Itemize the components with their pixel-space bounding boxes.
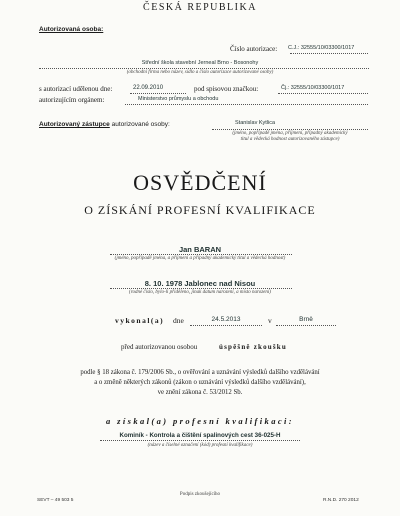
exam-result-text: úspěšně zkoušku [219, 343, 287, 351]
granted-date-value: 22.09.2010 [133, 85, 164, 91]
granted-date-label: s autorizací udělenou dne: [39, 85, 113, 93]
qualification-caption: (název a číselné označení (kód) profesní kvalifikace) [147, 443, 253, 448]
signature-caption: Podpis zkoušejícího [179, 492, 221, 497]
qualification-line [100, 440, 300, 441]
exam-date-label: dne [173, 316, 184, 325]
exam-before-text: před autorizovanou osobou [121, 343, 198, 351]
holder-name: Jan BARAN [178, 245, 222, 254]
file-number-line [278, 93, 368, 94]
authorization-number-line [290, 53, 368, 54]
authority-line [125, 104, 368, 105]
exam-place-label: v [268, 316, 272, 325]
granted-date-line [130, 93, 186, 94]
representative-caption-1: (jméno, popřípadě jména, příjmení, případný akademický [232, 131, 348, 136]
representative-caption-2: titul a vědecká hodnost autorizovaného zástupce) [240, 137, 340, 142]
qualification-value: Kominík - Kontrola a čištění spalinových cest 36-025-H [119, 432, 281, 439]
holder-name-caption: (jméno, popřípadě jména, a příjmení a případný akademický titul a vědecká hodnost) [114, 256, 286, 261]
holder-birth: 8. 10. 1978 Jablonec nad Nisou [144, 279, 256, 288]
exam-place-line [276, 325, 336, 326]
holder-birth-caption: (rodné číslo, bylo-li přiděleno, jinak datum narození, a místo narození) [129, 290, 271, 295]
holder-name-line [110, 254, 292, 255]
representative-label-bold: Autorizovaný zástupce [39, 121, 110, 128]
legal-line-2: a o změně některých zákonů (zákon o uznávání výsledků dalšího vzdělávání), [94, 379, 306, 386]
exam-label: vykonal(a) [115, 316, 165, 325]
authorization-number-value: C.J.: 32555/10/03300/1017 [288, 45, 355, 51]
authorized-person-name-value: Střední škola stavební Jerneal Brno - Bosonohy [141, 60, 259, 66]
authority-value: Ministerstvo průmyslu a obchodu [138, 96, 219, 102]
representative-name-line [212, 129, 368, 130]
file-number-label: pod spisovou značkou: [194, 85, 259, 93]
print-code: SEVT – 49 503 5 [37, 498, 74, 503]
legal-line-3: ve znění zákona č. 53/2012 Sb. [157, 389, 243, 396]
file-number-value: Čj.: 32555/10/03300/1017 [281, 85, 345, 91]
representative-label [39, 121, 170, 128]
holder-birth-line [110, 288, 292, 289]
representative-name-value: Stanislav Kytlica [235, 120, 276, 126]
qualification-heading: a získal(a) profesní kvalifikaci: [105, 416, 295, 426]
authority-label: autorizujícím orgánem: [39, 96, 105, 104]
certificate-subtitle: O ZÍSKÁNÍ PROFESNÍ KVALIFIKACE [84, 203, 316, 217]
legal-line-1: podle § 18 zákona č. 179/2006 Sb., o ověřování a uznávání výsledků dalšího vzdělávání [80, 369, 320, 376]
authorized-person-name-line [39, 68, 369, 69]
representative-label-rest: autorizované osoby: [109, 121, 170, 128]
exam-place-value: Brně [299, 316, 313, 323]
country-header: ČESKÁ REPUBLIKA [143, 2, 257, 13]
authorized-person-label: Autorizovaná osoba: [39, 26, 104, 33]
authorization-number-label: Číslo autorizace: [230, 45, 278, 53]
authorized-person-caption: (obchodní firma nebo název, sídlo a číslo autorizace autorizované osoby) [126, 70, 274, 75]
exam-date-line [190, 325, 262, 326]
exam-date-value: 24.5.2013 [211, 316, 241, 323]
form-code: R.N.D. 270 2012 [323, 498, 359, 503]
certificate-title: OSVĚDČENÍ [133, 170, 267, 195]
